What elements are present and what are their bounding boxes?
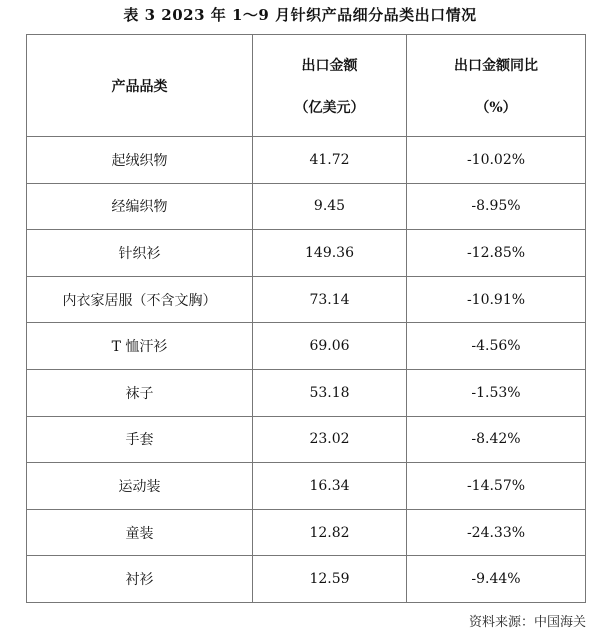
cell-category: 衬衫 <box>27 556 253 603</box>
table-row <box>27 556 586 603</box>
table-row <box>27 509 586 556</box>
cell-amount: 41.72 <box>253 137 407 184</box>
cell-category: 童装 <box>27 509 253 556</box>
export-table <box>26 34 586 603</box>
cell-yoy: -4.56% <box>407 323 586 370</box>
cell-yoy: -8.95% <box>407 183 586 230</box>
table-row <box>27 230 586 277</box>
header-amount <box>253 35 407 137</box>
cell-amount: 12.82 <box>253 509 407 556</box>
header-amount-unit: （亿美元） <box>294 99 365 116</box>
cell-yoy: -9.44% <box>407 556 586 603</box>
header-category <box>27 35 253 137</box>
table-row <box>27 463 586 510</box>
cell-amount: 16.34 <box>253 463 407 510</box>
table-row <box>27 416 586 463</box>
cell-amount: 73.14 <box>253 276 407 323</box>
table-row <box>27 369 586 416</box>
table-title: 表 3 2023 年 1～9 月针织产品细分品类出口情况 <box>123 6 477 24</box>
table-row <box>27 323 586 370</box>
cell-category: 内衣家居服（不含文胸） <box>27 276 253 323</box>
cell-category: 针织衫 <box>27 230 253 277</box>
source-note: 资料来源：中国海关 <box>468 615 586 630</box>
header-yoy <box>407 35 586 137</box>
cell-amount: 149.36 <box>253 230 407 277</box>
cell-category: 起绒织物 <box>27 137 253 184</box>
cell-yoy: -12.85% <box>407 230 586 277</box>
cell-amount: 12.59 <box>253 556 407 603</box>
cell-category: T 恤汗衫 <box>27 323 253 370</box>
cell-yoy: -10.91% <box>407 276 586 323</box>
cell-yoy: -10.02% <box>407 137 586 184</box>
cell-category: 袜子 <box>27 369 253 416</box>
cell-yoy: -1.53% <box>407 369 586 416</box>
table-row <box>27 137 586 184</box>
cell-amount: 69.06 <box>253 323 407 370</box>
table-body <box>27 137 586 603</box>
cell-category: 手套 <box>27 416 253 463</box>
cell-yoy: -24.33% <box>407 509 586 556</box>
cell-yoy: -14.57% <box>407 463 586 510</box>
table-row <box>27 183 586 230</box>
table-header <box>27 35 586 137</box>
header-amount-label: 出口金额 <box>301 57 358 74</box>
cell-category: 经编织物 <box>27 183 253 230</box>
header-yoy-label: 出口金额同比 <box>454 57 538 74</box>
header-category-label: 产品品类 <box>111 78 168 95</box>
cell-amount: 9.45 <box>253 183 407 230</box>
cell-amount: 23.02 <box>253 416 407 463</box>
header-yoy-unit: （%） <box>475 99 517 116</box>
cell-yoy: -8.42% <box>407 416 586 463</box>
cell-category: 运动装 <box>27 463 253 510</box>
cell-amount: 53.18 <box>253 369 407 416</box>
table-row <box>27 276 586 323</box>
